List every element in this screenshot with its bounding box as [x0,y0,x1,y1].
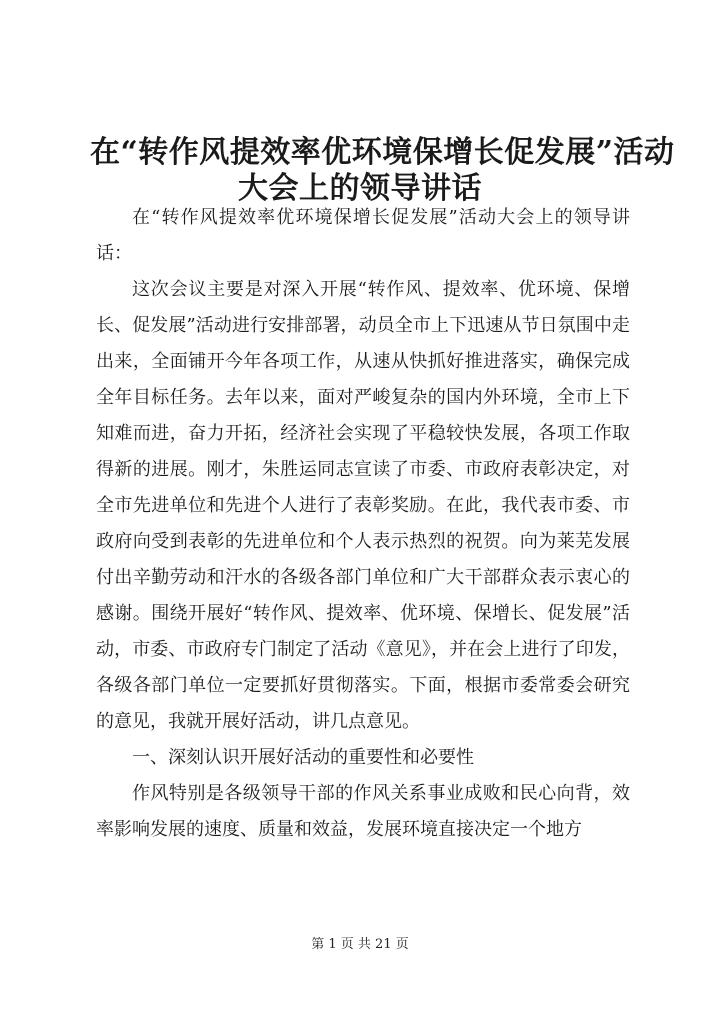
body-paragraph: 这次会议主要是对深入开展“转作风、提效率、优环境、保增长、促发展”活动进行安排部署，动员全市上下迅速从节日氛围中走出来，全面铺开今年各项工作，从速从快抓好推进落实，确保完成全年目标任务。去年以来，面对严峻复杂的国内外环境，全市上下知难而进，奋力开拓，经济社会实现了平稳较快发展，各项工作取得新的进展。刚才，朱胜运同志宣读了市委、市政府表彰决定，对全市先进单位和先进个人进行了表彰奖励。在此，我代表市委、市政府向受到表彰的先进单位和个人表示热烈的祝贺。向为莱芜发展付出辛勤劳动和汗水的各级各部门单位和广大干部群众表示衷心的感谢。围绕开展好“转作风、提效率、优环境、保增长、促发展”活动，市委、市政府专门制定了活动《意见》，并在会上进行了印发，各级各部门单位一定要抓好贯彻落实。下面，根据市委常委会研究的意见，我就开展好活动，讲几点意见。 [96,279,630,732]
section-heading: 一、深刻认识开展好活动的重要性和必要性 [132,747,474,768]
intro-paragraph: 在“转作风提效率优环境保增长促发展”活动大会上的领导讲话： [96,207,630,264]
document-body [96,200,630,848]
document-title-line-2: 大会上的领导讲话 [238,171,482,206]
body-paragraph: 作风特别是各级领导干部的作风关系事业成败和民心向背，效率影响发展的速度、质量和效益，发展环境直接决定一个地方 [96,783,630,840]
page-number-footer: 第 1 页 共 21 页 [311,937,409,952]
document-title-line-1: 在“转作风提效率优环境保增长促发展”活动 [90,135,675,170]
